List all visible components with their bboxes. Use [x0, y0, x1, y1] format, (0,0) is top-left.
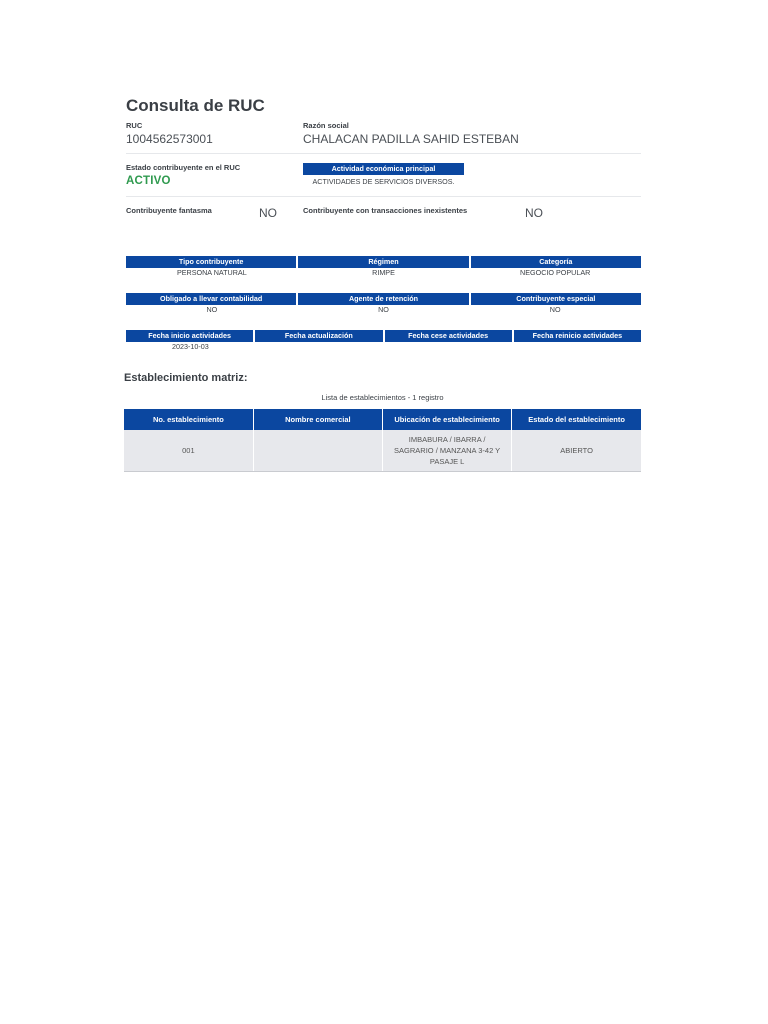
grid-header-regimen: Régimen: [298, 256, 470, 268]
cell-numero: 001: [124, 430, 253, 472]
cell-nombre: [253, 430, 382, 472]
actividad-header: Actividad económica principal: [303, 163, 464, 175]
col-header-nombre: Nombre comercial: [253, 409, 382, 430]
grid-value-categoria: NEGOCIO POPULAR: [520, 268, 591, 277]
ruc-label: RUC: [126, 121, 143, 130]
col-header-estado: Estado del establecimiento: [512, 409, 641, 430]
col-header-numero: No. establecimiento: [124, 409, 253, 430]
grid-value-contabilidad: NO: [206, 305, 218, 314]
grid-header-categoria: Categoría: [471, 256, 641, 268]
divider: [126, 196, 641, 197]
grid-header-fecha-actualizacion: Fecha actualización: [255, 330, 384, 342]
grid-value-fecha-inicio: 2023-10-03: [171, 342, 209, 351]
grid-value-fecha-reinicio: [512, 342, 641, 352]
transacciones-label: Contribuyente con transacciones inexistentes: [303, 206, 468, 215]
grid-header-contabilidad: Obligado a llevar contabilidad: [126, 293, 298, 305]
divider: [126, 153, 641, 154]
cell-estado: ABIERTO: [512, 430, 641, 472]
establishments-table: [124, 409, 641, 472]
info-grid-1: [126, 256, 641, 278]
grid-header-agente: Agente de retención: [298, 293, 470, 305]
ruc-value: 1004562573001: [126, 132, 213, 146]
grid-value-fecha-actualizacion: [255, 342, 384, 352]
actividad-value: ACTIVIDADES DE SERVICIOS DIVERSOS.: [312, 177, 455, 186]
table-header-row: [124, 409, 641, 430]
fantasma-label: Contribuyente fantasma: [126, 206, 212, 215]
info-grid-2: [126, 293, 641, 315]
grid-value-agente: NO: [378, 305, 389, 314]
page-title: Consulta de RUC: [126, 96, 265, 115]
grid-header-especial: Contribuyente especial: [471, 293, 641, 305]
fantasma-value: NO: [259, 206, 277, 220]
grid-header-tipo: Tipo contribuyente: [126, 256, 298, 268]
grid-header-fecha-cese: Fecha cese actividades: [385, 330, 514, 342]
grid-value-fecha-cese: [384, 342, 513, 352]
grid-header-fecha-inicio: Fecha inicio actividades: [126, 330, 255, 342]
cell-ubicacion: IMBABURA / IBARRA / SAGRARIO / MANZANA 3-42 Y PASAJE L: [383, 430, 512, 472]
razon-social-value: CHALACAN PADILLA SAHID ESTEBAN: [303, 132, 519, 146]
table-row: [124, 430, 641, 472]
razon-social-label: Razón social: [303, 121, 349, 130]
col-header-ubicacion: Ubicación de establecimiento: [383, 409, 512, 430]
grid-value-regimen: RIMPE: [372, 268, 395, 277]
grid-value-especial: NO: [549, 305, 561, 314]
grid-header-fecha-reinicio: Fecha reinicio actividades: [514, 330, 641, 342]
transacciones-value: NO: [525, 206, 543, 220]
estado-value: ACTIVO: [126, 175, 171, 187]
info-grid-3: [126, 330, 641, 352]
section-title: Establecimiento matriz:: [124, 372, 248, 384]
table-caption: Lista de establecimientos - 1 registro: [321, 393, 444, 402]
estado-label: Estado contribuyente en el RUC: [126, 163, 241, 172]
grid-value-tipo: PERSONA NATURAL: [176, 268, 247, 277]
